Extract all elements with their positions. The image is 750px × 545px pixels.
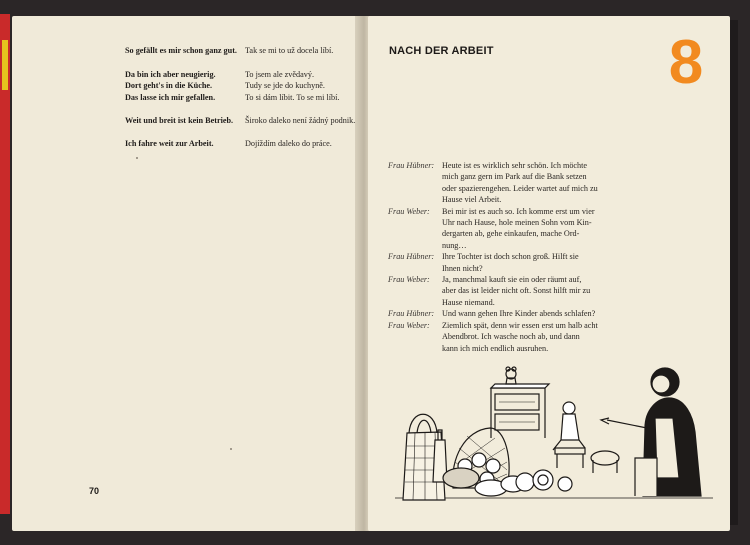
speaker-label: Frau Weber: <box>388 206 430 216</box>
phrase-german: Das lasse ich mir gefallen. <box>125 93 216 102</box>
dialog-line <box>388 331 653 342</box>
dialog-line <box>388 228 653 239</box>
speech-text: Abendbrot. Ich wasche noch ab, und dann <box>442 332 580 342</box>
speech-text: oder spazierengehen. Leider wartet auf mich zu <box>442 183 598 193</box>
speech-text: mich ganz gern im Park auf die Bank setzen <box>442 172 587 182</box>
speech-text: aber das ist leider nicht oft. Sonst hilft mir zu <box>442 286 591 296</box>
dialog-line <box>388 343 653 354</box>
speaker-label: Frau Hübner: <box>388 252 435 262</box>
chapter-title: NACH DER ARBEIT <box>389 45 494 57</box>
dialog-line <box>388 308 653 319</box>
phrase-german: Ich fahre weit zur Arbeit. <box>125 139 214 148</box>
dialog-line <box>388 206 653 217</box>
speech-text: dergarten ab, gehe einkaufen, mache Ord- <box>442 229 580 239</box>
dialog-line <box>388 285 653 296</box>
dialog-line <box>388 183 653 194</box>
phrase-czech: Tak se mi to už docela líbí. <box>245 46 334 55</box>
speaker-label: Frau Weber: <box>388 320 430 330</box>
speech-text: nung… <box>442 240 467 250</box>
phrase-german: So gefällt es mir schon ganz gut. <box>125 46 237 55</box>
phrase-czech: To si dám líbit. To se mi líbí. <box>245 93 340 102</box>
phrase-german: Weit und breit ist kein Betrieb. <box>125 116 234 125</box>
speech-text: Hause niemand. <box>442 297 495 307</box>
dialog-line <box>388 160 653 171</box>
speech-text: Ziemlich spät, denn wir essen erst um halb acht <box>442 320 598 330</box>
dialog-line <box>388 320 653 331</box>
speaker-label: Frau Weber: <box>388 275 430 285</box>
speech-text: Ihnen nicht? <box>442 263 483 273</box>
speech-text: Hause viel Arbeit. <box>442 195 502 205</box>
chapter-number: 8 <box>668 28 704 97</box>
speech-text: Und wann gehen Ihre Kinder abends schlafen? <box>442 309 596 319</box>
speech-text: Ihre Tochter ist doch schon groß. Hilft sie <box>442 252 579 262</box>
phrase-czech: Široko daleko není žádný podnik. <box>245 116 356 125</box>
book-cover-accent <box>2 40 8 90</box>
dialog-line <box>388 240 653 251</box>
dialog-line <box>388 251 653 262</box>
speech-text: Ja, manchmal kauft sie ein oder räumt auf, <box>442 275 582 285</box>
phrase-czech: Dojíždím daleko do práce. <box>245 139 332 148</box>
speaker-label: Frau Hübner: <box>388 161 435 170</box>
phrase-czech: Tudy se jde do kuchyně. <box>245 81 325 90</box>
dialog-line <box>388 194 653 205</box>
paper-speck <box>230 448 232 450</box>
speech-text: Heute ist es wirklich sehr schön. Ich möchte <box>442 161 588 170</box>
speech-text: Uhr nach Hause, hole meinen Sohn vom Kin- <box>442 218 592 228</box>
speech-text: Bei mir ist es auch so. Ich komme erst um vier <box>442 206 595 216</box>
paper-speck <box>136 157 138 159</box>
dialog-line <box>388 217 653 228</box>
speech-text: kann ich mich endlich ausruhen. <box>442 343 549 353</box>
dialog <box>388 160 653 354</box>
page-number: 70 <box>89 486 100 496</box>
phrase-czech: To jsem ale zvědavý. <box>245 69 314 79</box>
kitchen-illustration <box>395 358 713 508</box>
dialog-line <box>388 171 653 182</box>
dialog-line <box>388 274 653 285</box>
book-right-edge <box>730 20 738 525</box>
speaker-label: Frau Hübner: <box>388 309 435 319</box>
dialog-line <box>388 297 653 308</box>
phrase-german: Da bin ich aber neugierig. <box>125 69 216 79</box>
dialog-line <box>388 263 653 274</box>
phrase-german: Dort geht's in die Küche. <box>125 81 213 90</box>
